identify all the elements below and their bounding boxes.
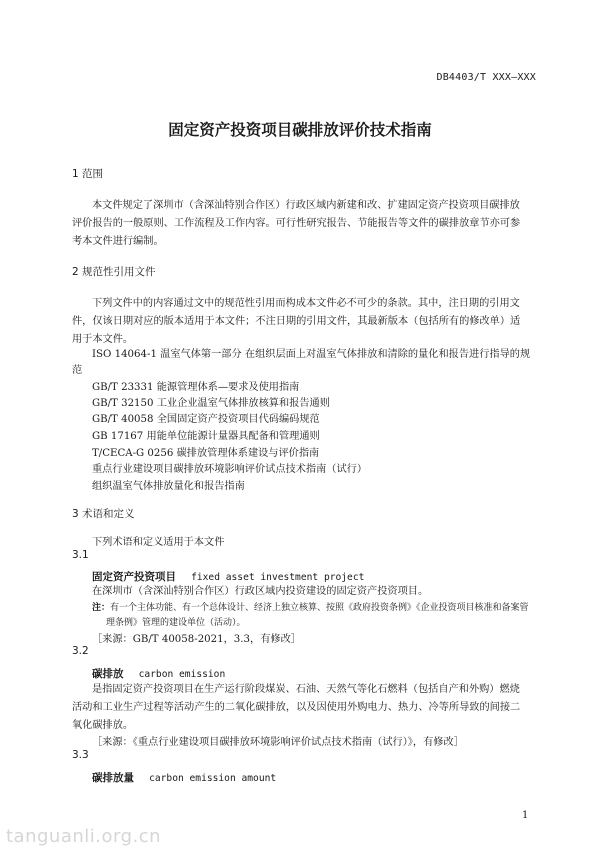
note-label: 注： [92,603,111,613]
section-1-heading: 1 范围 [72,168,104,180]
reference-item: GB/T 40058 全国固定资产投资项目代码编码规范 [92,414,320,425]
reference-item: GB 17167 用能单位能源计量器具配备和管理通则 [92,431,320,442]
term-number: 3.3 [72,749,89,761]
section-3-heading: 3 术语和定义 [72,508,135,520]
reference-item: GB/T 32150 工业企业温室气体排放核算和报告通则 [92,398,330,409]
document-number: DB4403/T XXX—XXX [436,72,536,83]
term-en: fixed asset investment project [191,572,365,583]
reference-item: ISO 14064-1 温室气体第一部分 在组织层面上对温室气体排放和清除的量化和报告进行指导的规 [92,349,531,360]
reference-item: GB/T 23331 能源管理体系—要求及使用指南 [92,382,300,393]
page-number: 1 [522,810,529,821]
term-note [92,600,529,613]
watermark: tanguanli.org.cn [6,826,162,847]
term-note: 理条例》管理的建设单位（活动）。 [106,618,246,628]
section-1-line: 考本文件进行编制。 [72,236,164,247]
term-number: 3.2 [72,645,89,657]
term-en: carbon emission amount [149,773,277,784]
reference-item: 范 [72,365,83,376]
term-definition: 是指固定资产投资项目在生产运行阶段煤炭、石油、天然气等化石燃料（包括自产和外购）燃烧 [92,684,520,695]
term-en: carbon emission [138,669,226,680]
reference-item: T/CECA-G 0256 碳排放管理体系建设与评价指南 [92,448,320,459]
section-2-line: 件，仅该日期对应的版本适用于本文件；不注日期的引用文件，其最新版本（包括所有的修改单）适 [72,316,521,327]
reference-item: 组织温室气体排放量化和报告指南 [92,481,245,492]
section-2-heading: 2 规范性引用文件 [72,266,156,278]
term-definition: 在深圳市（含深汕特别合作区）行政区域内投资建设的固定资产投资项目。 [92,586,429,597]
term-source: ［来源：GB/T 40058-2021，3.3，有修改］ [92,634,301,645]
term-entry [92,766,276,785]
term-definition: 活动和工业生产过程等活动产生的二氧化碳排放，以及因使用外购电力、热力、冷等所导致的间接二 [72,702,521,713]
section-1-line: 本文件规定了深圳市（含深汕特别合作区）行政区域内新建和改、扩建固定资产投资项目碳排放 [92,200,520,211]
reference-item: 重点行业建设项目碳排放环境影响评价试点技术指南（试行） [92,464,368,475]
term-cn: 固定资产投资项目 [92,571,176,583]
term-entry [92,662,225,681]
section-2-line: 用于本文件。 [72,334,134,345]
term-definition: 氧化碳排放。 [72,720,134,731]
note-text: 有一个主体功能、有一个总体设计、经济上独立核算、按照《政府投资条例》《企业投资项目核准和备案管 [110,603,529,613]
term-number: 3.1 [72,549,89,561]
section-3-intro: 下列术语和定义适用于本文件 [92,537,225,548]
term-source: ［来源：《重点行业建设项目碳排放环境影响评价试点技术指南（试行）》，有修改］ [92,737,464,748]
section-1-line: 评价报告的一般原则、工作流程及工作内容。可行性研究报告、节能报告等文件的碳排放章节亦可参 [72,218,521,229]
term-cn: 碳排放量 [92,772,134,784]
term-cn: 碳排放 [92,668,124,680]
section-2-line: 下列文件中的内容通过文中的规范性引用而构成本文件必不可少的条款。其中，注日期的引用文 [92,298,520,309]
document-title: 固定资产投资项目碳排放评价技术指南 [168,121,432,139]
